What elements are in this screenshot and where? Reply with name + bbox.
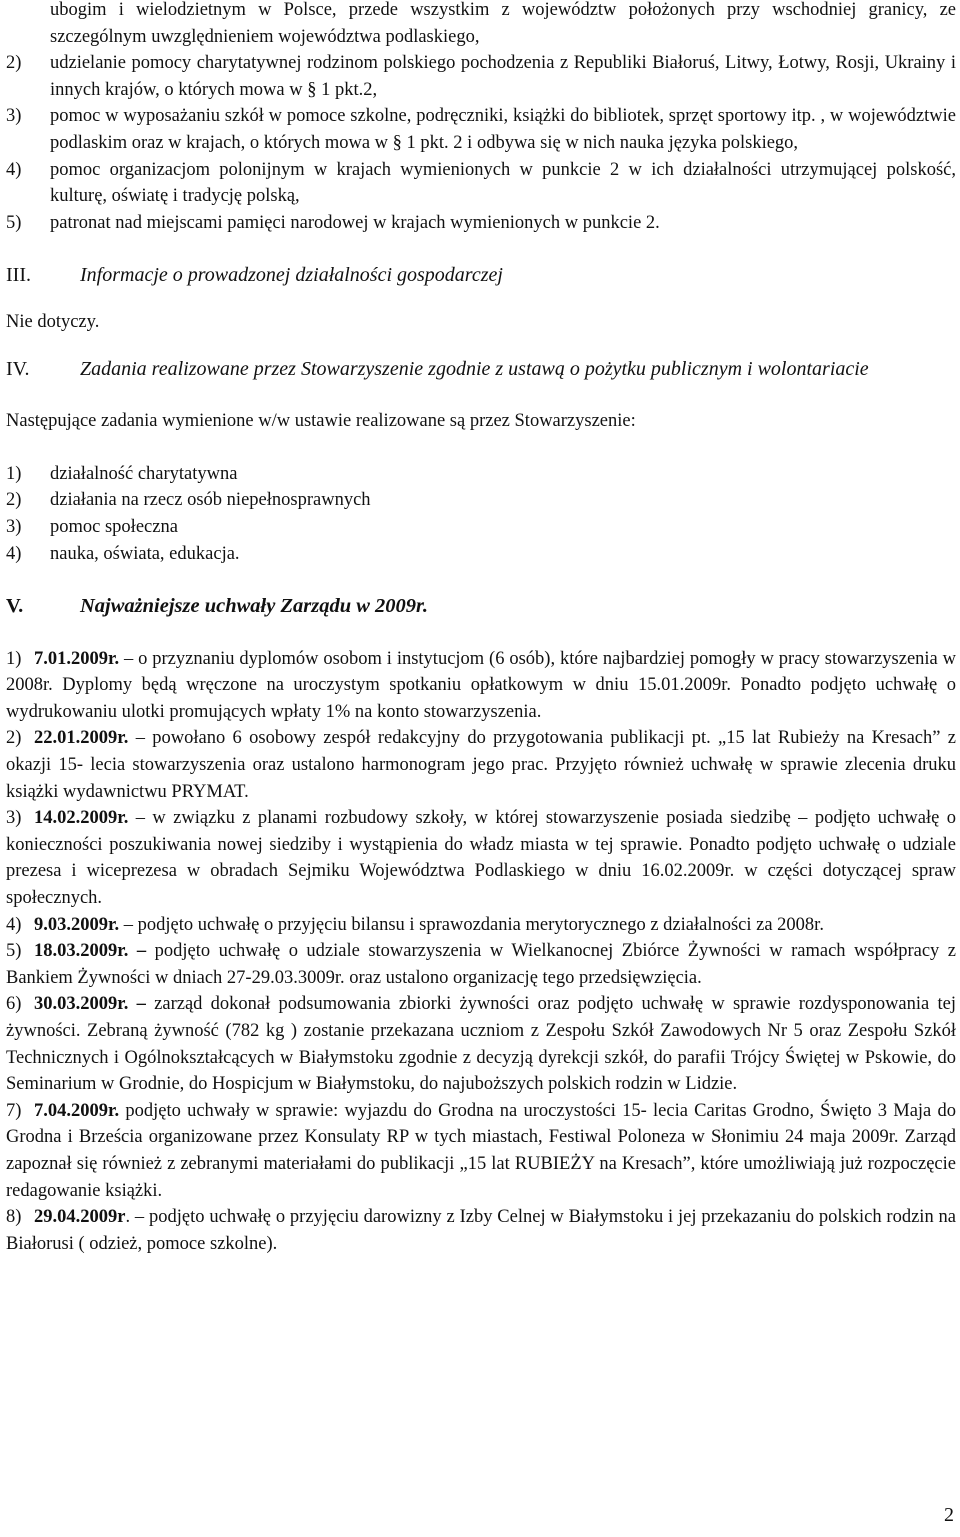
list-item-number: 3) xyxy=(6,106,22,127)
task-text: działalność charytatywna xyxy=(50,463,238,484)
list-item xyxy=(6,103,956,156)
resolution-text: – powołano 6 osobowy zespół redakcyjny do przygotowania publikacji pt. „15 lat Rubieży na Kresach” z okazji 15- lecia stowarzyszenia oraz ustalono harmonogram jego prac. Przyjęto również uchwałę w sprawie zlecenia druku książki wydawnictwu PRYMAT. xyxy=(6,728,956,802)
resolution-text: podjęto uchwały w sprawie: wyjazdu do Grodna na uroczystości 15- lecia Caritas Grodno, Święto 3 Maja do Grodna i Brześcia organizowane przez Konsulaty RP w tych miastach, Festiwal Poloneza w Słonimiu 24 maja 2009r. Zarząd zapoznał się również z zebranymi materiałami do publikacji „15 lat RUBIEŻY na Kresach”, które umożliwiają już rozpoczęcie redagowanie książki. xyxy=(6,1100,956,1201)
task-number: 4) xyxy=(6,543,22,564)
list-item-text: udzielanie pomocy charytatywnej rodzinom polskiego pochodzenia z Republiki Białoruś, Litwy, Łotwy, Rosji, Ukrainy i innych krajów, o których mowa w § 1 pkt.2, xyxy=(50,53,956,100)
task-text: działania na rzecz osób niepełnosprawnych xyxy=(50,490,371,511)
list-item-continued xyxy=(6,0,956,50)
list-item-text: patronat nad miejscami pamięci narodowej w krajach wymienionych w punkcie 2. xyxy=(50,212,660,233)
resolution-item xyxy=(6,1204,956,1257)
section-title: Informacje o prowadzonej działalności gospodarczej xyxy=(80,264,503,287)
list-item xyxy=(6,50,956,103)
resolution-date: 30.03.2009r. – xyxy=(34,994,146,1015)
resolution-item xyxy=(6,912,956,939)
task-item xyxy=(6,541,956,568)
resolution-item xyxy=(6,646,956,726)
resolution-text: – w związku z planami rozbudowy szkoły, w której stowarzyszenie posiada siedzibę – podjęto uchwałę o konieczności poszukiwania nowej siedziby i wystąpienia do władz miasta w tej sprawie. Ponadto podjęto uchwałę o udziale prezesa i wiceprezesa w obradach Sejmiku Województwa Podlaskiego w dniu 16.02.2009r. w części dotyczącej spraw społecznych. xyxy=(6,808,956,909)
resolution-number: 8) xyxy=(6,1207,22,1228)
section-heading-iii xyxy=(6,262,956,289)
list-item-text: pomoc w wyposażaniu szkół w pomoce szkolne, podręczniki, książki do bibliotek, sprzęt sportowy itp. , w województwie podlaskim oraz w krajach, o których mowa w § 1 pkt. 2 i odbywa się w nich nauka języka polskiego, xyxy=(50,106,956,153)
section-number: III. xyxy=(6,264,31,287)
page-number: 2 xyxy=(944,1504,954,1527)
resolution-number: 3) xyxy=(6,808,22,829)
task-text: pomoc społeczna xyxy=(50,516,178,537)
resolution-text: . – podjęto uchwałę o przyjęciu darowizny z Izby Celnej w Białymstoku i jej przekazaniu do polskich rodzin na Białorusi ( odzież, pomoce szkolne). xyxy=(6,1207,956,1254)
resolution-date: 18.03.2009r. – xyxy=(34,941,147,962)
resolution-item xyxy=(6,725,956,805)
task-item xyxy=(6,461,956,488)
resolution-number: 7) xyxy=(6,1100,22,1121)
section-body: Nie dotyczy. xyxy=(6,311,100,332)
resolution-number: 2) xyxy=(6,728,22,749)
task-number: 3) xyxy=(6,516,22,537)
resolution-text: zarząd dokonał podsumowania zbiorki żywności oraz podjęto uchwałę w sprawie rozdysponowania tej żywności. Zebraną żywność (782 kg ) zostanie przekazana uczniom z Zespołu Szkół Zawodowych Nr 5 oraz Zespołu Szkół Technicznych i Ogólnokształcących w Białymstoku zgodnie z decyzją dyrekcji szkół, do parafii Trójcy Świętej w Pskowie, do Seminarium w Grodnie, do Hospicjum w Białymstoku, do najuboższych polskich rodzin w Lidzie. xyxy=(6,994,956,1095)
resolution-item xyxy=(6,938,956,991)
resolution-text: podjęto uchwałę o udziale stowarzyszenia w Wielkanocnej Zbiórce Żywności w ramach współpracy z Bankiem Żywności w dniach 27-29.03.3009r. oraz ustalono organizację tego przedsięwzięcia. xyxy=(6,941,956,988)
task-number: 1) xyxy=(6,463,22,484)
section-intro: Następujące zadania wymienione w/w ustawie realizowane są przez Stowarzyszenie: xyxy=(6,411,636,432)
list-item-number: 5) xyxy=(6,212,22,233)
section-heading-iv xyxy=(6,356,956,383)
task-item xyxy=(6,487,956,514)
list-item-number: 4) xyxy=(6,159,22,180)
section-title: Najważniejsze uchwały Zarządu w 2009r. xyxy=(80,595,428,618)
resolution-item xyxy=(6,1098,956,1204)
resolution-date: 29.04.2009r xyxy=(34,1207,126,1228)
resolution-number: 6) xyxy=(6,994,22,1015)
resolution-date: 9.03.2009r. xyxy=(34,914,120,935)
section-heading-v xyxy=(6,593,956,620)
section-number: V. xyxy=(6,595,24,618)
task-text: nauka, oświata, edukacja. xyxy=(50,543,240,564)
list-item xyxy=(6,210,956,237)
resolution-text: – podjęto uchwałę o przyjęciu bilansu i sprawozdania merytorycznego z działalności za 2008r. xyxy=(119,914,824,935)
task-list xyxy=(6,461,956,567)
resolution-number: 4) xyxy=(6,914,22,935)
statute-list xyxy=(6,50,956,236)
resolution-date: 7.01.2009r. xyxy=(34,648,120,669)
resolution-number: 5) xyxy=(6,941,22,962)
resolution-item xyxy=(6,805,956,911)
list-item-number: 2) xyxy=(6,53,22,74)
document-page xyxy=(6,0,956,1257)
resolution-date: 14.02.2009r. xyxy=(34,808,129,829)
list-item xyxy=(6,157,956,210)
resolution-date: 7.04.2009r. xyxy=(34,1100,120,1121)
task-item xyxy=(6,514,956,541)
resolution-date: 22.01.2009r. xyxy=(34,728,129,749)
resolution-text: – o przyznaniu dyplomów osobom i instytucjom (6 osób), które najbardziej pomogły w pracy stowarzyszenia w 2008r. Dyplomy będą wręczone na uroczystym spotkaniu opłatkowym w dniu 15.01.2009r. Ponadto podjęto uchwałę o wydrukowaniu ulotki promujących wpłaty 1% na konto stowarzyszenia. xyxy=(6,648,956,722)
list-item-text: ubogim i wielodzietnym w Polsce, przede wszystkim z województw położonych przy wschodniej granicy, ze szczególnym uwzględnieniem województwa podlaskiego, xyxy=(50,0,956,47)
section-number: IV. xyxy=(6,357,30,380)
task-number: 2) xyxy=(6,490,22,511)
resolution-item xyxy=(6,991,956,1097)
resolution-list xyxy=(6,646,956,1258)
list-item-text: pomoc organizacjom polonijnym w krajach wymienionych w punkcie 2 w ich działalności utrzymującej polskość, kulturę, oświatę i tradycję polską, xyxy=(50,159,956,207)
section-title: Zadania realizowane przez Stowarzyszenie zgodnie z ustawą o pożytku publicznym i wolontariacie xyxy=(80,357,869,380)
resolution-number: 1) xyxy=(6,648,22,669)
